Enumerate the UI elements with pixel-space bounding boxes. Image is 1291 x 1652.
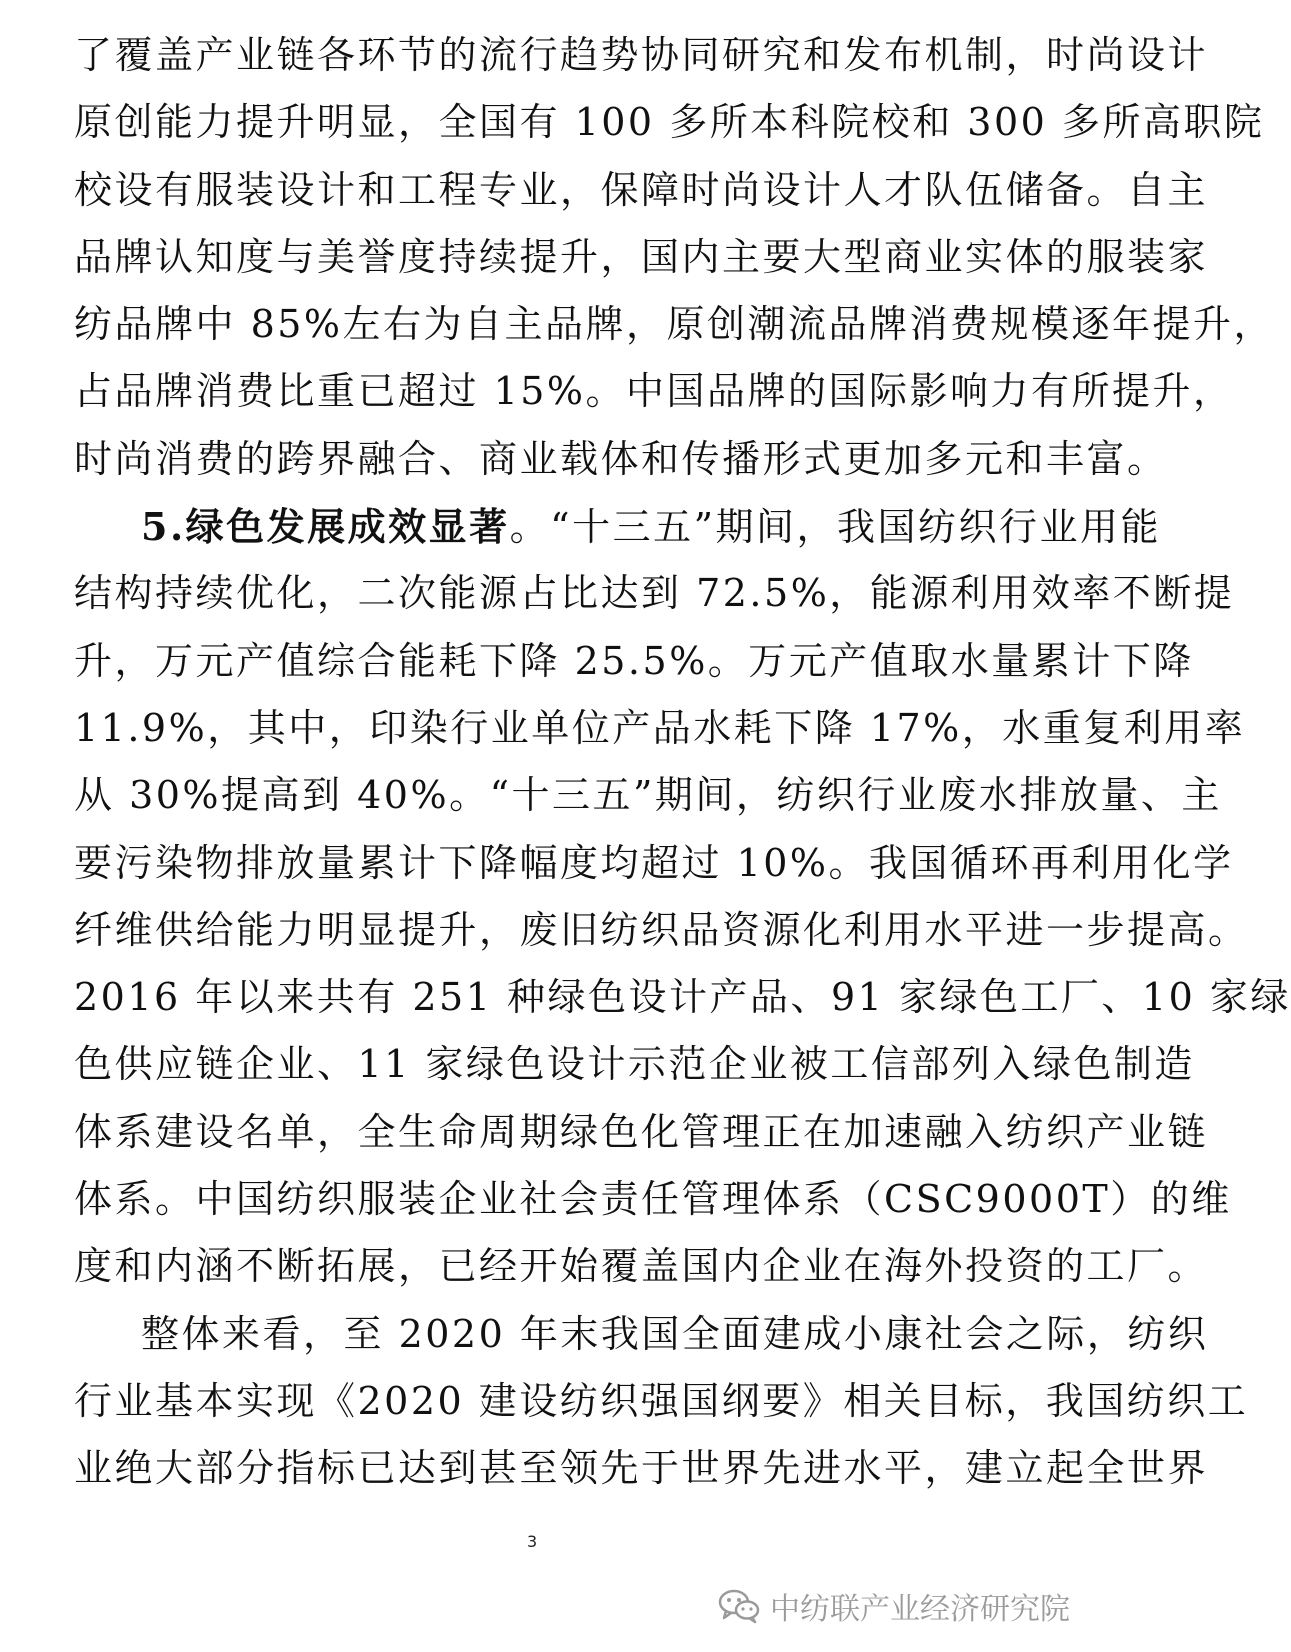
watermark xyxy=(718,1584,1070,1628)
watermark-text: 中纺联产业经济研究院 xyxy=(770,1592,1070,1627)
text-line: 11.9%，其中，印染行业单位产品水耗下降 17%，水重复利用率 xyxy=(74,705,1246,750)
text-line: 占品牌消费比重已超过 15%。中国品牌的国际影响力有所提升， xyxy=(74,369,1234,414)
section-heading: 5.绿色发展成效显著 xyxy=(141,504,510,550)
text-line: 结构持续优化，二次能源占比达到 72.5%，能源利用效率不断提 xyxy=(74,571,1235,616)
body-text xyxy=(74,22,1291,1503)
text-line: 业绝大部分指标已达到甚至领先于世界先进水平，建立起全世界 xyxy=(74,1446,1209,1491)
text-line: 升，万元产值综合能耗下降 25.5%。万元产值取水量累计下降 xyxy=(74,638,1194,683)
text-line: 纺品牌中 85%左右为自主品牌，原创潮流品牌消费规模逐年提升， xyxy=(74,302,1275,347)
text-line: 要污染物排放量累计下降幅度均超过 10%。我国循环再利用化学 xyxy=(74,840,1234,885)
text-line: 原创能力提升明显，全国有 100 多所本科院校和 300 多所高职院 xyxy=(74,100,1265,145)
text-line: 体系建设名单，全生命周期绿色化管理正在加速融入纺织产业链 xyxy=(74,1109,1209,1154)
text-line: 2016 年以来共有 251 种绿色设计产品、91 家绿色工厂、10 家绿 xyxy=(74,975,1291,1020)
text-line: 校设有服装设计和工程专业，保障时尚设计人才队伍储备。自主 xyxy=(74,167,1209,212)
page-number: 3 xyxy=(527,1532,538,1551)
text-line: 行业基本实现《2020 建设纺织强国纲要》相关目标，我国纺织工 xyxy=(74,1378,1249,1423)
section-heading-rest: 。“十三五”期间，我国纺织行业用能 xyxy=(509,505,1162,550)
text-line: 色供应链企业、11 家绿色设计示范企业被工信部列入绿色制造 xyxy=(74,1042,1195,1087)
text-line: 了覆盖产业链各环节的流行趋势协同研究和发布机制，时尚设计 xyxy=(74,33,1209,77)
summary-first-line: 整体来看，至 2020 年末我国全面建成小康社会之际，纺织 xyxy=(141,1311,1209,1356)
text-line: 度和内涵不断拓展，已经开始覆盖国内企业在海外投资的工厂。 xyxy=(74,1244,1209,1289)
text-line: 从 30%提高到 40%。“十三五”期间，纺织行业废水排放量、主 xyxy=(74,773,1222,818)
text-line: 品牌认知度与美誉度持续提升，国内主要大型商业实体的服装家 xyxy=(74,234,1209,279)
text-line: 纤维供给能力明显提升，废旧纺织品资源化利用水平进一步提高。 xyxy=(74,907,1249,952)
wechat-icon xyxy=(718,1588,760,1624)
section-heading-line xyxy=(74,493,1162,560)
text-line: 时尚消费的跨界融合、商业载体和传播形式更加多元和丰富。 xyxy=(74,436,1168,481)
text-line: 体系。中国纺织服装企业社会责任管理体系（CSC9000T）的维 xyxy=(74,1177,1232,1222)
